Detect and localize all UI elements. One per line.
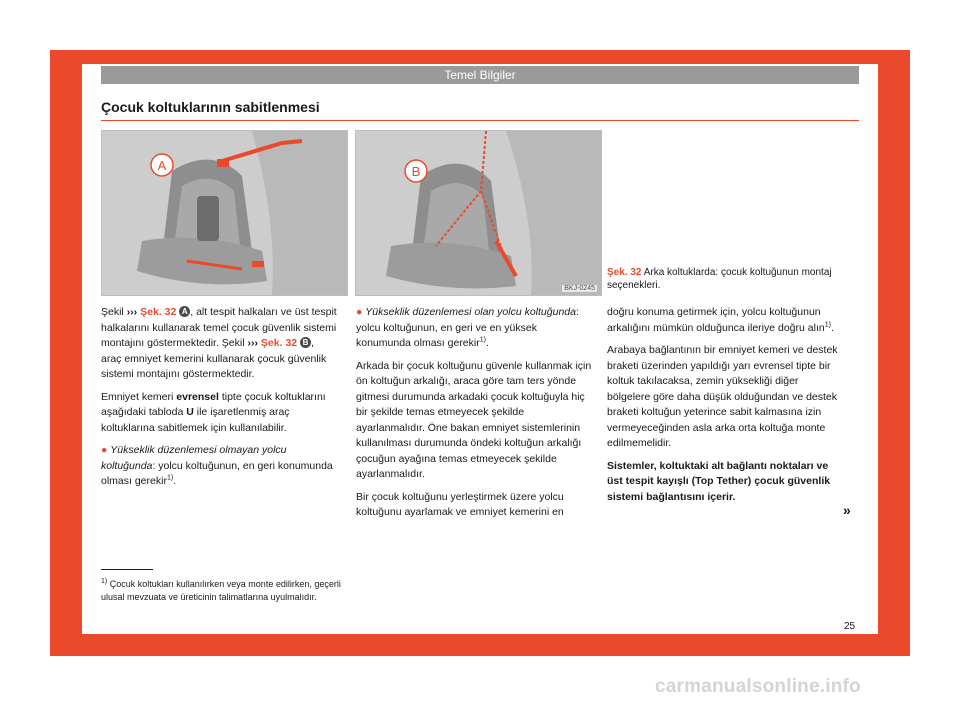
title-rule (101, 120, 859, 121)
paragraph: Emniyet kemeri evrensel tipte çocuk koltuklarını aşağıdaki tabloda U ile işaretlenmiş araç koltuklarına sabitlemek için kullanılabilir. (101, 390, 326, 434)
child-seat-belt-icon (356, 131, 601, 295)
text-column-2 (356, 305, 592, 528)
figure-caption (607, 266, 859, 292)
paragraph: Bir çocuk koltuğunu yerleştirmek üzere yolcu koltuğunu ayarlamak ve emniyet kemerini en (356, 490, 564, 518)
page-number: 25 (844, 621, 856, 632)
paragraph: Arabaya bağlantının bir emniyet kemeri ve destek braketi üzerinden yapıldığı yarı evrensel tipte bir koltuk takılacaksa, zemin yüksekliği diğer bölgelere göre daha düşük olduğundan ve destek braketi koltuğun yeterince sabit kalmasına izin vermeyeceğinden asla arka orta koltuğa monte edilmemelidir. (607, 344, 838, 449)
marker-b: B (300, 337, 311, 348)
bullet-paragraph: ● Yükseklik düzenlemesi olmayan yolcu koltuğunda: yolcu koltuğunun, en geri konumunda olması gerekir$^{1)}$. (101, 444, 333, 487)
footnote: $^{1)}$ Çocuk koltukları kullanılırken veya monte edilirken, geçerli ulusal mevzuata ve üreticinin talimatlarına uyulmalıdır. (101, 578, 341, 602)
chapter-header: Temel Bilgiler (101, 66, 859, 84)
child-seat-tether-icon (102, 131, 347, 295)
footnote-rule (101, 569, 153, 570)
watermark: carmanualsonline.info (655, 676, 861, 697)
figure-label-b: B (411, 164, 421, 179)
figure-a-illustration (101, 130, 348, 296)
paragraph: Şekil ››› Şek. 32 A , alt tespit halkaları ve üst tespit halkalarını kullanarak temel çocuk güvenlik sistemi montajını göstermektedir. Şekil ››› Şek. 32 B , araç emniyet kemerini kullanarak çocuk güvenlik sistemi montajını göstermektedir. (101, 306, 337, 380)
bullet-paragraph: ● Yükseklik düzenlemesi olan yolcu koltuğunda: yolcu koltuğunun, en geri ve en yüksek konumunda olması gerekir$^{1)}$. (356, 306, 579, 349)
text-column-1 (101, 305, 337, 497)
figure-reference-link[interactable]: Şek. 32 (260, 337, 298, 349)
bullet-icon: ● (356, 306, 363, 318)
figure-b-illustration (355, 130, 602, 296)
figure-code: BKJ-0245 (564, 285, 595, 292)
caption-label: Şek. 32 (607, 267, 642, 278)
paragraph: doğru konuma getirmek için, yolcu koltuğunun arkalığını mümkün olduğunca ileriye doğru alın$^{1)}$. (607, 306, 834, 334)
figure-reference-link[interactable]: Şek. 32 (140, 306, 177, 318)
bullet-icon: ● (101, 444, 108, 456)
paragraph: Arkada bir çocuk koltuğunu güvenle kullanmak için ön koltuğun arkalığı, araca göre tam ters yönde gitmesi durumunda arkadaki çocuk koltuğuyla hiç bir şekilde temas etmeyecek şekilde ayarlanmalıdır. Öne bakan emniyet sistemlerinin kullanılması durumunda öndeki koltuğun arkalığı çocuğun ayağına temas etmeyecek şekilde ayarlanmalıdır. (356, 359, 592, 480)
marker-a: A (179, 306, 190, 317)
text-column-3 (607, 305, 843, 512)
bold-paragraph: Sistemler, koltuktaki alt bağlantı noktaları ve üst tespit kayışlı (Top Tether) çocuk güvenlik sistemi bağlantısını içerir. (607, 459, 831, 503)
continued-icon: » (843, 502, 851, 518)
figure-label-a: A (157, 158, 167, 173)
section-title: Çocuk koltuklarının sabitlenmesi (101, 99, 320, 115)
caption-text: Arka koltuklarda: çocuk koltuğunun montaj seçenekleri. (607, 267, 832, 291)
